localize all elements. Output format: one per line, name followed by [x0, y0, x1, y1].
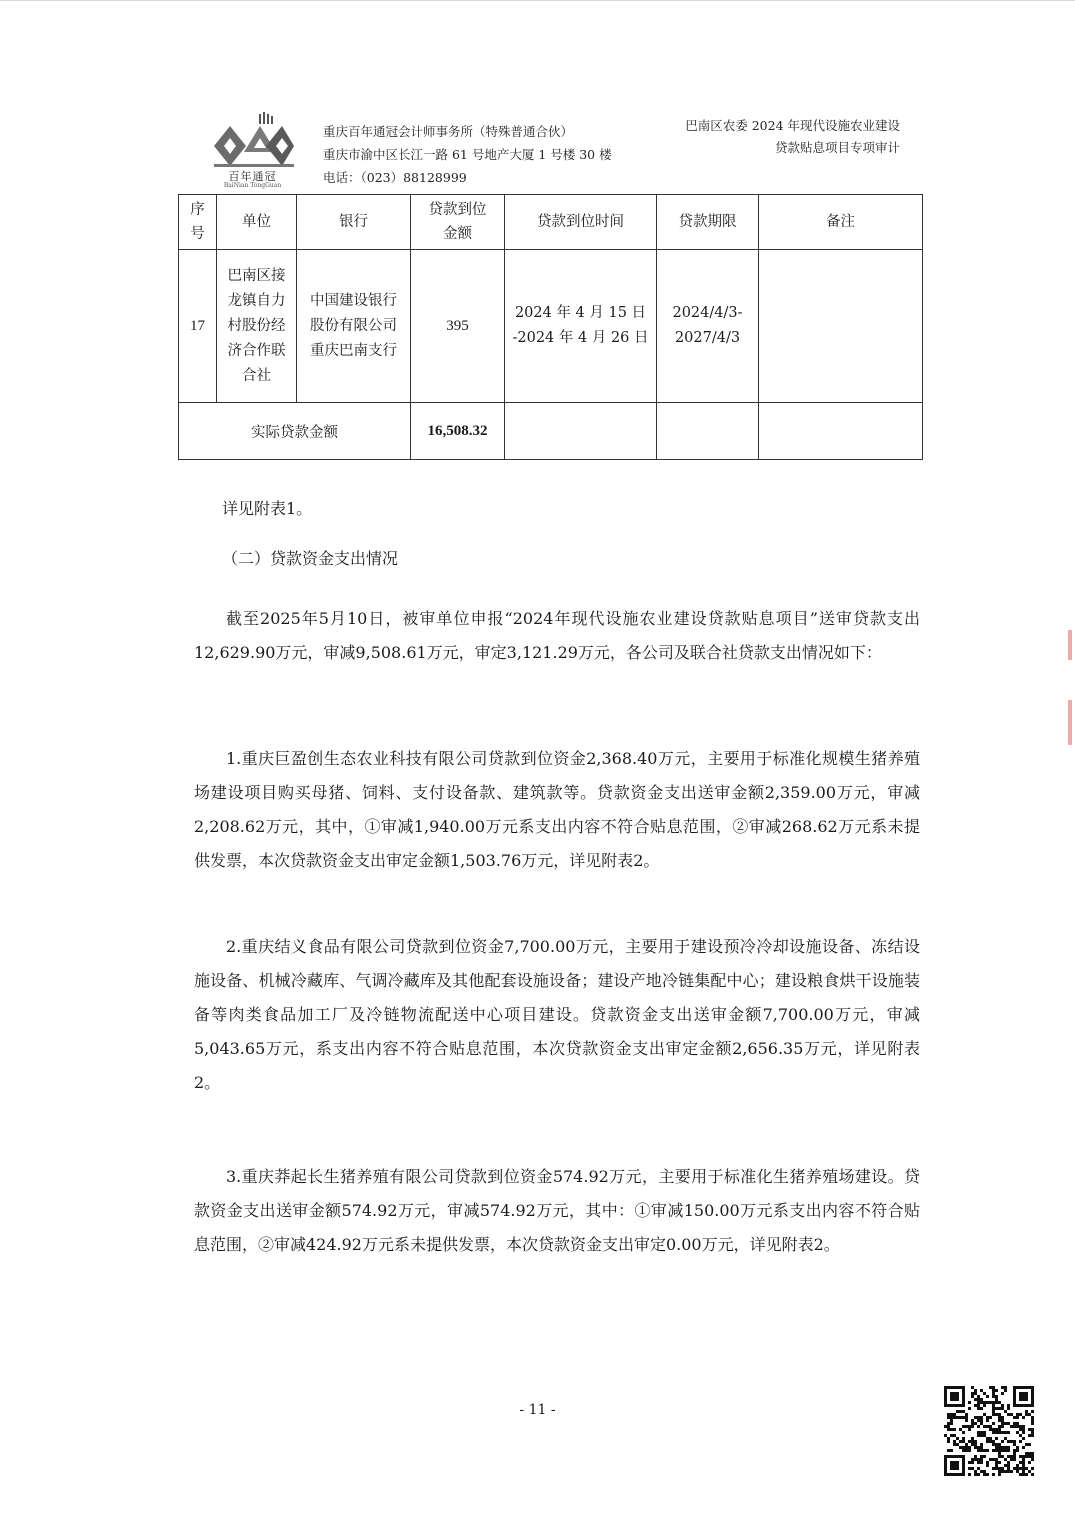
scan-edge-line [0, 0, 1075, 1]
logo-en-text: BaiNian TongGuan [223, 182, 282, 189]
report-title-line-2: 贷款贴息项目专项审计 [774, 140, 900, 155]
cell-note [759, 250, 923, 403]
total-amount: 16,508.32 [411, 403, 505, 460]
header-bank: 银行 [297, 195, 411, 250]
firm-info [323, 120, 612, 189]
item-3-paragraph: 3.重庆莽起长生猪养殖有限公司贷款到位资金574.92万元，主要用于标准化生猪养殖场建设。贷款资金支出送审金额574.92万元，审减574.92万元，其中：①审减150.00万元系支出内容不符合贴息范围，②审减424.92万元系未提供发票，本次贷款资金支出审定0.00万元，详见附表2。 [194, 1167, 920, 1254]
item-1-paragraph: 1.重庆巨盈创生态农业科技有限公司贷款到位资金2,368.40万元，主要用于标准化规模生猪养殖场建设项目购买母猪、饲料、支付设备款、建筑款等。贷款资金支出送审金额2,359.00万元，审减2,208.62万元，其中，①审减1,940.00万元系支出内容不符合贴息范围，②审减268.62万元系未提供发票，本次贷款资金支出审定金额1,503.76万元，详见附表2。 [194, 749, 920, 870]
table-total-row [179, 403, 923, 460]
cell-term: 2024/4/3- 2027/4/3 [657, 250, 759, 403]
edge-mark [1068, 630, 1072, 660]
section-heading: （二）贷款资金支出情况 [222, 549, 399, 568]
edge-mark [1068, 700, 1072, 745]
table-row [179, 250, 923, 403]
logo-mark-icon [210, 112, 295, 172]
item-2-paragraph: 2.重庆结义食品有限公司贷款到位资金7,700.00万元，主要用于建设预冷冷却设施设备、冻结设施设备、机械冷藏库、气调冷藏库及其他配套设施设备；建设产地冷链集配中心；建设粮食烘干设施装备等肉类食品加工厂及冷链物流配送中心项目建设。贷款资金支出送审金额7,700.00万元，审减5,043.65万元，系支出内容不符合贴息范围，本次贷款资金支出审定金额2,656.35万元，详见附表2。 [194, 937, 920, 1092]
header-unit: 单位 [217, 195, 297, 250]
intro-paragraph: 截至2025年5月10日，被审单位申报“2024年现代设施农业建设贷款贴息项目”送审贷款支出12,629.90万元，审减9,508.61万元，审定3,121.29万元，各公司及联合社贷款支出情况如下： [194, 609, 920, 662]
cell-date: 2024 年 4 月 15 日 -2024 年 4 月 26 日 [505, 250, 657, 403]
logo-text: 百年通冠 [228, 170, 277, 183]
firm-phone: 电话：（023）88128999 [323, 170, 467, 185]
firm-address: 重庆市渝中区长江一路 61 号地产大厦 1 号楼 30 楼 [323, 147, 612, 162]
page-number: - 11 - [519, 1402, 556, 1418]
qr-code-icon [944, 1386, 1034, 1476]
total-empty-term [657, 403, 759, 460]
cell-seq: 17 [179, 250, 217, 403]
firm-logo [210, 112, 295, 192]
header-date: 贷款到位时间 [505, 195, 657, 250]
header-term: 贷款期限 [657, 195, 759, 250]
total-empty-date [505, 403, 657, 460]
cell-unit: 巴南区接 龙镇自力 村股份经 济合作联 合社 [217, 250, 297, 403]
loan-table [178, 194, 923, 460]
header-seq: 序 号 [179, 195, 217, 250]
see-appendix-text: 详见附表1。 [222, 499, 313, 518]
header-amount: 贷款到位 金额 [411, 195, 505, 250]
cell-amount: 395 [411, 250, 505, 403]
total-empty-note [759, 403, 923, 460]
firm-name: 重庆百年通冠会计师事务所（特殊普通合伙） [323, 124, 574, 139]
header-note: 备注 [759, 195, 923, 250]
report-title [685, 115, 900, 159]
cell-bank: 中国建设银行 股份有限公司 重庆巴南支行 [297, 250, 411, 403]
report-title-line-1: 巴南区农委 2024 年现代设施农业建设 [685, 118, 900, 133]
total-label: 实际贷款金额 [179, 403, 411, 460]
table-header-row [179, 195, 923, 250]
